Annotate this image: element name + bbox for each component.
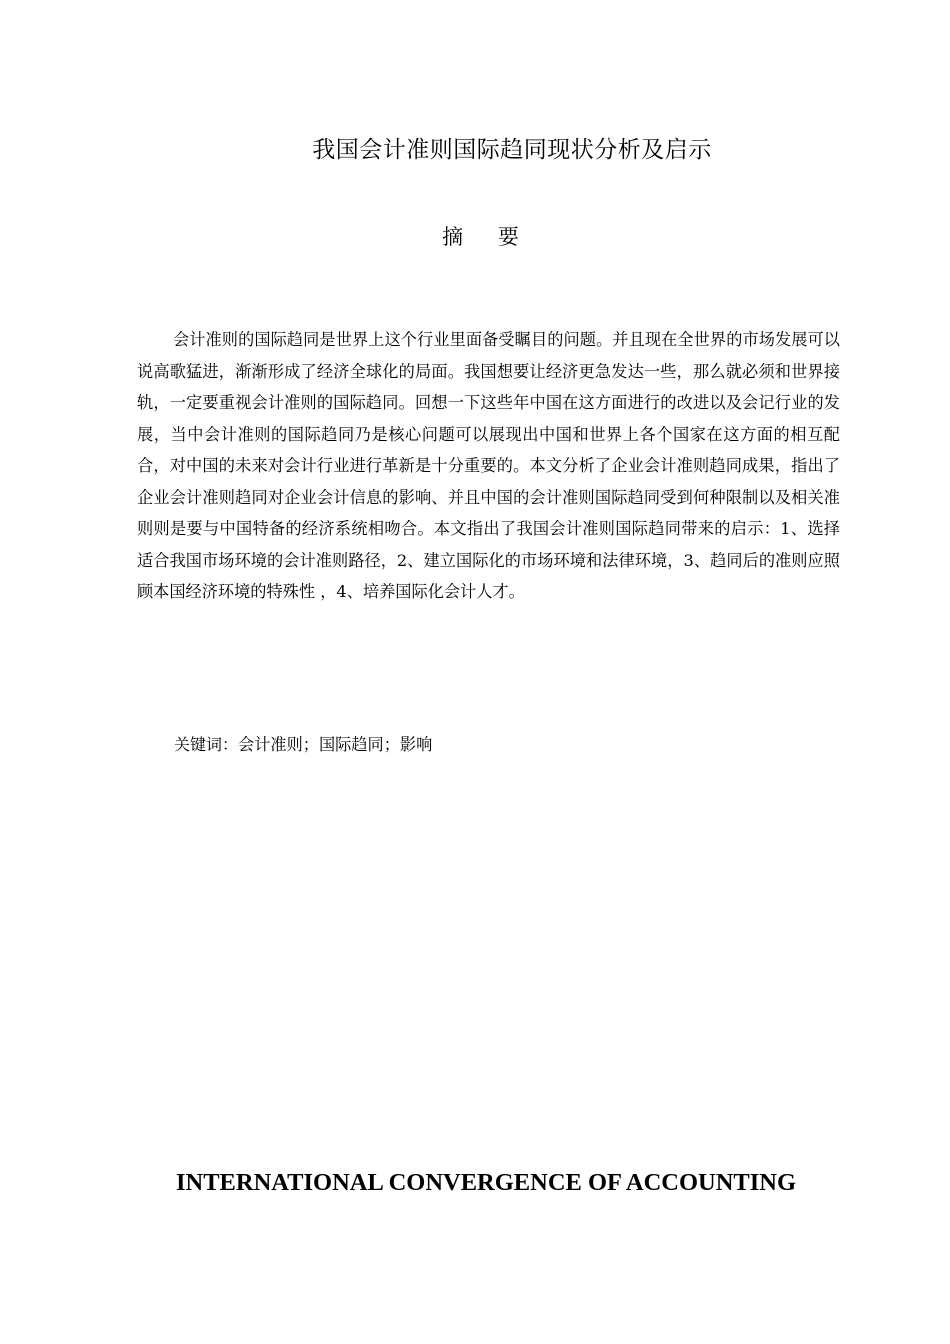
english-title: INTERNATIONAL CONVERGENCE OF ACCOUNTING: [175, 1169, 797, 1196]
keywords-line: [174, 732, 432, 758]
document-title: 我国会计准则国际趋同现状分析及启示: [312, 137, 712, 163]
abstract-body: 会计准则的国际趋同是世界上这个行业里面备受瞩目的问题。并且现在全世界的市场发展可以说高歌猛进，渐渐形成了经济全球化的局面。我国想要让经济更急发达一些，那么就必须和世界接轨，一定要重视会计准则的国际趋同。回想一下这些年中国在这方面进行的改进以及会记行业的发展，当中会计准则的国际趋同乃是核心问题可以展现出中国和世界上各个国家在这方面的相互配合，对中国的未来对会计行业进行革新是十分重要的。本文分析了企业会计准则趋同成果，指出了企业会计准则趋同对企业会计信息的影响、并且中国的会计准则国际趋同受到何种限制以及相关准则则是要与中国特备的经济系统相吻合。本文指出了我国会计准则国际趋同带来的启示：1、选择适合我国市场环境的会计准则路径，2、建立国际化的市场环境和法律环境，3、趋同后的准则应照顾本国经济环境的特殊性 ，4、培养国际化会计人才。: [137, 330, 840, 601]
abstract-heading: 摘 要: [442, 225, 533, 249]
keywords-value: 会计准则；国际趋同；影响: [238, 735, 433, 754]
keywords-label: 关键词：: [174, 735, 239, 754]
